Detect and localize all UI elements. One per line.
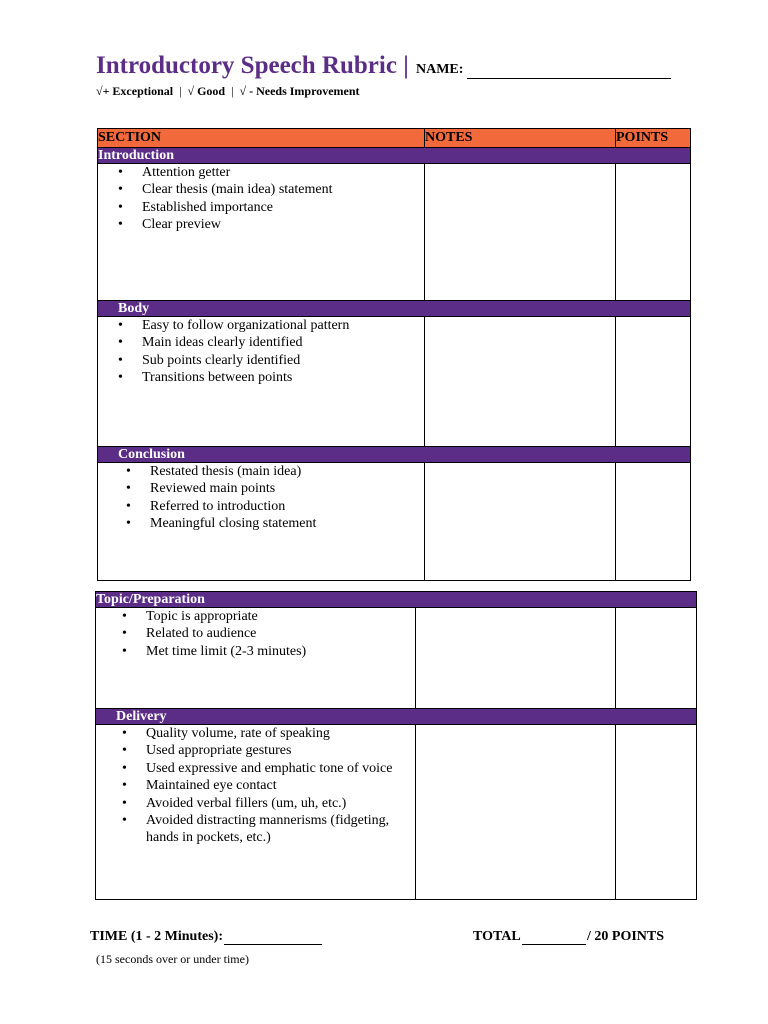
section-title: Conclusion: [98, 447, 691, 463]
name-label: NAME:: [416, 62, 464, 77]
name-field-line[interactable]: [467, 78, 671, 79]
list-item: • Met time limit (2-3 minutes): [146, 643, 415, 660]
notes-cell[interactable]: [425, 463, 616, 581]
criteria-cell: [98, 463, 425, 581]
list-item: • Transitions between points: [142, 369, 424, 386]
list-item: • Meaningful closing statement: [150, 515, 424, 532]
section-title: Delivery: [96, 709, 697, 725]
legend-separator: |: [179, 84, 182, 98]
total-label: TOTAL: [473, 929, 521, 944]
section-title: Introduction: [98, 148, 691, 164]
header-notes: NOTES: [425, 129, 616, 148]
legend-good: √ Good: [187, 84, 226, 98]
section-header-topic-preparation: [96, 592, 697, 608]
rubric-table-content: [97, 128, 691, 581]
section-header-conclusion: [98, 447, 691, 463]
list-item: • Avoided verbal fillers (um, uh, etc.): [146, 795, 415, 812]
points-cell[interactable]: [616, 608, 697, 709]
page-title: [96, 52, 409, 80]
list-item: • Restated thesis (main idea): [150, 463, 424, 480]
section-header-delivery: [96, 709, 697, 725]
criteria-cell: [98, 317, 425, 447]
notes-cell[interactable]: [425, 317, 616, 447]
section-title: Topic/Preparation: [96, 592, 697, 608]
section-row-topic-preparation: [96, 608, 697, 709]
list-item: • Clear preview: [142, 216, 424, 233]
section-row-delivery: [96, 725, 697, 900]
notes-cell[interactable]: [416, 725, 616, 900]
section-title: Body: [98, 301, 691, 317]
list-item: • Clear thesis (main idea) statement: [142, 181, 424, 198]
legend-exceptional: √+ Exceptional: [96, 84, 174, 98]
section-header-body: [98, 301, 691, 317]
list-item: • Established importance: [142, 199, 424, 216]
section-row-introduction: [98, 164, 691, 301]
section-header-introduction: [98, 148, 691, 164]
title-text: Introductory Speech Rubric: [96, 52, 397, 79]
points-cell[interactable]: [616, 725, 697, 900]
section-row-body: [98, 317, 691, 447]
criteria-cell: [96, 725, 416, 900]
title-separator: |: [403, 52, 409, 79]
legend-separator: |: [231, 84, 234, 98]
list-item: • Reviewed main points: [150, 480, 424, 497]
list-item: • Quality volume, rate of speaking: [146, 725, 415, 742]
time-label: TIME (1 - 2 Minutes):: [90, 929, 223, 944]
legend-needs-improvement: √ - Needs Improvement: [239, 84, 360, 98]
list-item: • Topic is appropriate: [146, 608, 415, 625]
total-suffix: / 20 POINTS: [587, 929, 665, 944]
section-row-conclusion: [98, 463, 691, 581]
list-item: • Referred to introduction: [150, 498, 424, 515]
criteria-cell: [98, 164, 425, 301]
list-item: • Attention getter: [142, 164, 424, 181]
total-field-line[interactable]: [522, 944, 586, 945]
table-header-row: [98, 129, 691, 148]
list-item: • Avoided distracting mannerisms (fidgeting, hands in pockets, etc.): [146, 812, 415, 847]
time-note: (15 seconds over or under time): [96, 952, 249, 966]
criteria-list: [98, 164, 424, 234]
criteria-list: [96, 608, 415, 660]
list-item: • Related to audience: [146, 625, 415, 642]
list-item: • Maintained eye contact: [146, 777, 415, 794]
points-cell[interactable]: [616, 317, 691, 447]
header-points: POINTS: [616, 129, 691, 148]
list-item: • Sub points clearly identified: [142, 352, 424, 369]
list-item: • Used appropriate gestures: [146, 742, 415, 759]
criteria-list: [98, 317, 424, 387]
notes-cell[interactable]: [416, 608, 616, 709]
list-item: • Easy to follow organizational pattern: [142, 317, 424, 334]
list-item: • Main ideas clearly identified: [142, 334, 424, 351]
list-item: • Used expressive and emphatic tone of voice: [146, 760, 415, 777]
criteria-list: [96, 725, 415, 847]
notes-cell[interactable]: [425, 164, 616, 301]
criteria-list: [98, 463, 424, 533]
rating-legend: [96, 84, 360, 99]
header-section: SECTION: [98, 129, 425, 148]
time-field-line[interactable]: [224, 944, 322, 945]
points-cell[interactable]: [616, 463, 691, 581]
criteria-cell: [96, 608, 416, 709]
rubric-table-delivery: [95, 591, 697, 900]
points-cell[interactable]: [616, 164, 691, 301]
